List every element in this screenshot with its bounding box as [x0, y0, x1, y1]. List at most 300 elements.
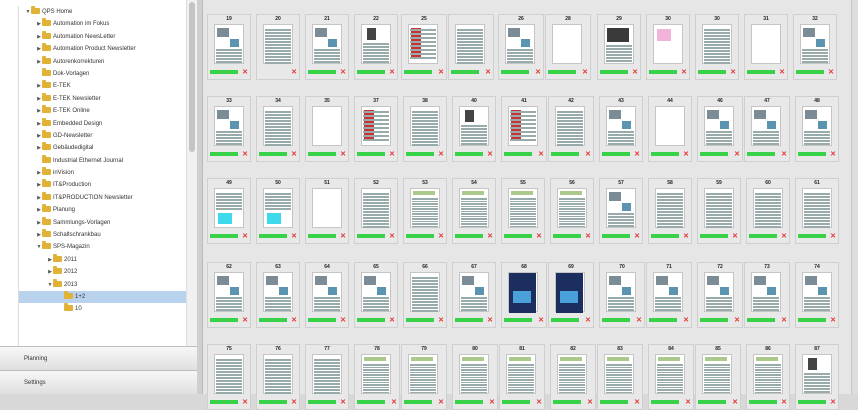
- page-preview[interactable]: [751, 24, 781, 64]
- page-spread[interactable]: [305, 14, 351, 80]
- page-spread[interactable]: [501, 262, 591, 328]
- page-preview[interactable]: [508, 272, 538, 312]
- reject-x-icon[interactable]: ✕: [634, 233, 640, 240]
- approved-status-bar[interactable]: [406, 234, 434, 238]
- reject-x-icon[interactable]: ✕: [242, 399, 248, 406]
- splitter-handle[interactable]: [197, 0, 203, 394]
- reject-x-icon[interactable]: ✕: [438, 69, 444, 76]
- page-preview[interactable]: [751, 272, 781, 312]
- page-preview[interactable]: [508, 106, 538, 146]
- approved-status-bar[interactable]: [553, 400, 581, 404]
- reject-x-icon[interactable]: ✕: [732, 399, 738, 406]
- page-spread[interactable]: [744, 14, 790, 80]
- tree-item[interactable]: [19, 93, 186, 105]
- page-spread[interactable]: [256, 96, 302, 162]
- approved-status-bar[interactable]: [210, 152, 238, 156]
- reject-x-icon[interactable]: ✕: [683, 317, 689, 324]
- collapsed-arrow-icon[interactable]: ▶: [37, 108, 41, 115]
- page-thumbnail[interactable]: [599, 262, 645, 328]
- page-preview[interactable]: [361, 188, 391, 228]
- page-preview[interactable]: [459, 106, 489, 146]
- page-spread[interactable]: [207, 262, 253, 328]
- page-preview[interactable]: [263, 106, 293, 146]
- page-preview[interactable]: [751, 106, 781, 146]
- approved-status-bar[interactable]: [749, 234, 777, 238]
- approved-status-bar[interactable]: [747, 152, 775, 156]
- page-spread[interactable]: [695, 14, 741, 80]
- page-preview[interactable]: [655, 188, 685, 228]
- reject-x-icon[interactable]: ✕: [536, 399, 542, 406]
- approved-status-bar[interactable]: [600, 70, 628, 74]
- page-thumbnail[interactable]: [795, 96, 839, 162]
- page-spread[interactable]: [207, 344, 253, 410]
- page-preview[interactable]: [557, 188, 587, 228]
- page-thumbnail[interactable]: [305, 14, 349, 80]
- tree-item[interactable]: [19, 229, 186, 241]
- reject-x-icon[interactable]: ✕: [391, 399, 397, 406]
- planning-section-header[interactable]: [0, 346, 197, 370]
- page-preview[interactable]: [604, 354, 634, 394]
- page-preview[interactable]: [802, 272, 832, 312]
- tree-item[interactable]: [19, 105, 186, 117]
- reject-x-icon[interactable]: ✕: [830, 317, 836, 324]
- page-spread[interactable]: [256, 344, 302, 410]
- reject-x-icon[interactable]: ✕: [632, 69, 638, 76]
- collapsed-arrow-icon[interactable]: ▶: [37, 232, 41, 239]
- reject-x-icon[interactable]: ✕: [489, 399, 495, 406]
- reject-x-icon[interactable]: ✕: [291, 69, 297, 76]
- collapsed-arrow-icon[interactable]: ▶: [37, 145, 41, 152]
- page-preview[interactable]: [361, 24, 391, 64]
- page-thumbnail[interactable]: [305, 178, 349, 244]
- page-thumbnail[interactable]: [403, 96, 447, 162]
- page-thumbnail[interactable]: [256, 96, 300, 162]
- page-spread[interactable]: [207, 14, 253, 80]
- page-thumbnail[interactable]: [256, 262, 300, 328]
- approved-status-bar[interactable]: [210, 400, 238, 404]
- page-spread[interactable]: [697, 96, 787, 162]
- approved-status-bar[interactable]: [551, 318, 579, 322]
- page-thumbnail[interactable]: [646, 262, 692, 328]
- page-spread[interactable]: [795, 178, 841, 244]
- approved-status-bar[interactable]: [798, 400, 826, 404]
- page-spread[interactable]: [256, 14, 302, 80]
- reject-x-icon[interactable]: ✕: [438, 399, 444, 406]
- collapsed-arrow-icon[interactable]: ▶: [48, 256, 52, 263]
- reject-x-icon[interactable]: ✕: [828, 69, 834, 76]
- approved-status-bar[interactable]: [210, 234, 238, 238]
- reject-x-icon[interactable]: ✕: [389, 317, 395, 324]
- page-spread[interactable]: [403, 262, 449, 328]
- collapsed-arrow-icon[interactable]: ▶: [37, 33, 41, 40]
- page-thumbnail[interactable]: [646, 14, 690, 80]
- page-preview[interactable]: [555, 272, 585, 312]
- expanded-arrow-icon[interactable]: ▼: [36, 244, 42, 251]
- page-spread[interactable]: [256, 262, 302, 328]
- settings-section-header[interactable]: [0, 370, 197, 394]
- reject-x-icon[interactable]: ✕: [587, 399, 593, 406]
- approved-status-bar[interactable]: [504, 234, 532, 238]
- approved-status-bar[interactable]: [501, 70, 529, 74]
- reject-x-icon[interactable]: ✕: [582, 69, 588, 76]
- page-thumbnail[interactable]: [550, 178, 594, 244]
- approved-status-bar[interactable]: [455, 234, 483, 238]
- page-preview[interactable]: [702, 24, 732, 64]
- page-preview[interactable]: [263, 24, 293, 64]
- reject-x-icon[interactable]: ✕: [242, 233, 248, 240]
- page-thumbnail[interactable]: [695, 344, 741, 410]
- page-preview[interactable]: [557, 354, 587, 394]
- page-thumbnail[interactable]: [599, 96, 643, 162]
- page-thumbnail[interactable]: [744, 262, 790, 328]
- page-thumbnail[interactable]: [452, 344, 498, 410]
- page-thumbnail[interactable]: [648, 96, 692, 162]
- page-spread[interactable]: [793, 14, 839, 80]
- tree-item[interactable]: [19, 254, 186, 266]
- reject-x-icon[interactable]: ✕: [340, 233, 346, 240]
- page-thumbnail[interactable]: [795, 178, 839, 244]
- page-preview[interactable]: [606, 188, 636, 228]
- page-preview[interactable]: [312, 354, 342, 394]
- page-preview[interactable]: [263, 272, 293, 312]
- page-spread[interactable]: [795, 96, 841, 162]
- page-preview[interactable]: [361, 272, 391, 312]
- page-thumbnail[interactable]: [746, 344, 790, 410]
- page-spread[interactable]: [305, 344, 351, 410]
- approved-status-bar[interactable]: [259, 234, 287, 238]
- page-thumbnail[interactable]: [498, 14, 544, 80]
- approved-status-bar[interactable]: [308, 318, 336, 322]
- page-spread[interactable]: [354, 344, 444, 410]
- approved-status-bar[interactable]: [798, 318, 826, 322]
- page-preview[interactable]: [312, 188, 342, 228]
- approved-status-bar[interactable]: [308, 70, 336, 74]
- page-preview[interactable]: [702, 354, 732, 394]
- page-preview[interactable]: [361, 354, 391, 394]
- tree-item[interactable]: [19, 130, 186, 142]
- page-preview[interactable]: [604, 24, 634, 64]
- page-thumbnail[interactable]: [793, 14, 837, 80]
- page-preview[interactable]: [552, 24, 582, 64]
- page-preview[interactable]: [802, 106, 832, 146]
- page-spread[interactable]: [498, 14, 588, 80]
- page-thumbnail[interactable]: [501, 178, 545, 244]
- approved-status-bar[interactable]: [357, 234, 385, 238]
- approved-status-bar[interactable]: [798, 234, 826, 238]
- page-spread[interactable]: [305, 178, 351, 244]
- reject-x-icon[interactable]: ✕: [730, 69, 736, 76]
- page-preview[interactable]: [410, 188, 440, 228]
- approved-status-bar[interactable]: [649, 318, 677, 322]
- reject-x-icon[interactable]: ✕: [830, 399, 836, 406]
- approved-status-bar[interactable]: [406, 152, 434, 156]
- reject-x-icon[interactable]: ✕: [487, 317, 493, 324]
- page-spread[interactable]: [207, 96, 253, 162]
- reject-x-icon[interactable]: ✕: [683, 151, 689, 158]
- approved-status-bar[interactable]: [357, 70, 385, 74]
- page-preview[interactable]: [606, 272, 636, 312]
- approved-status-bar[interactable]: [308, 234, 336, 238]
- collapsed-arrow-icon[interactable]: ▶: [37, 58, 41, 65]
- approved-status-bar[interactable]: [210, 70, 238, 74]
- page-preview[interactable]: [704, 106, 734, 146]
- page-preview[interactable]: [506, 354, 536, 394]
- approved-status-bar[interactable]: [749, 400, 777, 404]
- approved-status-bar[interactable]: [308, 400, 336, 404]
- tree-item[interactable]: [19, 217, 186, 229]
- approved-status-bar[interactable]: [504, 152, 532, 156]
- page-spread[interactable]: [746, 178, 792, 244]
- page-thumbnail[interactable]: [256, 344, 300, 410]
- page-thumbnail[interactable]: [746, 178, 790, 244]
- page-thumbnail[interactable]: [207, 14, 251, 80]
- page-spread[interactable]: [256, 178, 302, 244]
- page-thumbnail[interactable]: [403, 262, 447, 328]
- page-spread[interactable]: [697, 178, 743, 244]
- reject-x-icon[interactable]: ✕: [732, 233, 738, 240]
- page-spread[interactable]: [452, 178, 498, 244]
- page-spread[interactable]: [648, 96, 694, 162]
- reject-x-icon[interactable]: ✕: [389, 233, 395, 240]
- page-spread[interactable]: [795, 344, 841, 410]
- reject-x-icon[interactable]: ✕: [781, 399, 787, 406]
- page-preview[interactable]: [455, 24, 485, 64]
- page-preview[interactable]: [655, 354, 685, 394]
- page-spread[interactable]: [403, 178, 449, 244]
- page-preview[interactable]: [753, 354, 783, 394]
- tree-item[interactable]: [19, 279, 186, 291]
- page-thumbnail[interactable]: [305, 344, 349, 410]
- reject-x-icon[interactable]: ✕: [389, 151, 395, 158]
- approved-status-bar[interactable]: [698, 70, 726, 74]
- page-preview[interactable]: [753, 188, 783, 228]
- page-thumbnail[interactable]: [744, 96, 790, 162]
- page-spread[interactable]: [697, 262, 787, 328]
- page-spread[interactable]: [597, 14, 643, 80]
- page-preview[interactable]: [653, 24, 683, 64]
- page-spread[interactable]: [550, 344, 640, 410]
- page-spread[interactable]: [599, 178, 645, 244]
- page-thumbnail[interactable]: [499, 344, 545, 410]
- page-thumbnail[interactable]: [401, 344, 447, 410]
- collapsed-arrow-icon[interactable]: ▶: [37, 219, 41, 226]
- page-spread[interactable]: [354, 96, 400, 162]
- page-preview[interactable]: [214, 188, 244, 228]
- approved-status-bar[interactable]: [357, 400, 385, 404]
- reject-x-icon[interactable]: ✕: [585, 233, 591, 240]
- page-preview[interactable]: [312, 24, 342, 64]
- approved-status-bar[interactable]: [651, 152, 679, 156]
- page-spread[interactable]: [550, 178, 596, 244]
- reject-x-icon[interactable]: ✕: [636, 317, 642, 324]
- tree-item[interactable]: [19, 241, 186, 253]
- collapsed-arrow-icon[interactable]: ▶: [37, 170, 41, 177]
- reject-x-icon[interactable]: ✕: [538, 317, 544, 324]
- page-thumbnail[interactable]: [354, 14, 398, 80]
- approved-status-bar[interactable]: [651, 400, 679, 404]
- page-preview[interactable]: [555, 106, 585, 146]
- approved-status-bar[interactable]: [502, 400, 530, 404]
- page-spread[interactable]: [452, 344, 542, 410]
- page-spread[interactable]: [354, 178, 400, 244]
- page-preview[interactable]: [410, 272, 440, 312]
- page-thumbnail[interactable]: [256, 178, 300, 244]
- page-thumbnail[interactable]: [697, 178, 741, 244]
- reject-x-icon[interactable]: ✕: [585, 317, 591, 324]
- reject-x-icon[interactable]: ✕: [487, 233, 493, 240]
- page-preview[interactable]: [408, 354, 438, 394]
- page-preview[interactable]: [606, 106, 636, 146]
- page-spread[interactable]: [403, 96, 449, 162]
- approved-status-bar[interactable]: [553, 234, 581, 238]
- approved-status-bar[interactable]: [404, 70, 432, 74]
- page-spread[interactable]: [646, 14, 692, 80]
- collapsed-arrow-icon[interactable]: ▶: [37, 21, 41, 28]
- page-thumbnail[interactable]: [599, 178, 643, 244]
- reject-x-icon[interactable]: ✕: [585, 151, 591, 158]
- page-preview[interactable]: [653, 272, 683, 312]
- reject-x-icon[interactable]: ✕: [242, 317, 248, 324]
- approved-status-bar[interactable]: [504, 318, 532, 322]
- approved-status-bar[interactable]: [357, 318, 385, 322]
- reject-x-icon[interactable]: ✕: [734, 317, 740, 324]
- page-spread[interactable]: [501, 96, 591, 162]
- reject-x-icon[interactable]: ✕: [538, 151, 544, 158]
- approved-status-bar[interactable]: [602, 318, 630, 322]
- page-thumbnail[interactable]: [545, 14, 591, 80]
- page-thumbnail[interactable]: [207, 344, 251, 410]
- tree-scrollbar-thumb[interactable]: [189, 2, 195, 152]
- approved-status-bar[interactable]: [548, 70, 576, 74]
- reject-x-icon[interactable]: ✕: [291, 317, 297, 324]
- page-spread[interactable]: [305, 96, 351, 162]
- page-spread[interactable]: [401, 14, 491, 80]
- collapsed-arrow-icon[interactable]: ▶: [37, 132, 41, 139]
- approved-status-bar[interactable]: [747, 70, 775, 74]
- reject-x-icon[interactable]: ✕: [438, 317, 444, 324]
- collapsed-arrow-icon[interactable]: ▶: [37, 95, 41, 102]
- reject-x-icon[interactable]: ✕: [438, 151, 444, 158]
- page-thumbnail[interactable]: [452, 262, 496, 328]
- page-thumbnail[interactable]: [305, 96, 349, 162]
- expanded-arrow-icon[interactable]: ▼: [47, 281, 53, 288]
- approved-status-bar[interactable]: [649, 70, 677, 74]
- tree-item[interactable]: [19, 31, 186, 43]
- page-thumbnail[interactable]: [648, 178, 692, 244]
- collapsed-arrow-icon[interactable]: ▶: [37, 194, 41, 201]
- page-thumbnail[interactable]: [452, 178, 496, 244]
- approved-status-bar[interactable]: [602, 152, 630, 156]
- reject-x-icon[interactable]: ✕: [340, 399, 346, 406]
- page-thumbnail[interactable]: [501, 96, 547, 162]
- approved-status-bar[interactable]: [455, 152, 483, 156]
- approved-status-bar[interactable]: [357, 152, 385, 156]
- page-preview[interactable]: [214, 24, 244, 64]
- tree-item[interactable]: [19, 118, 186, 130]
- page-preview[interactable]: [263, 188, 293, 228]
- page-spread[interactable]: [354, 14, 400, 80]
- page-preview[interactable]: [802, 354, 832, 394]
- page-thumbnail[interactable]: [207, 262, 251, 328]
- reject-x-icon[interactable]: ✕: [291, 399, 297, 406]
- tree-item[interactable]: [19, 142, 186, 154]
- reject-x-icon[interactable]: ✕: [485, 69, 491, 76]
- reject-x-icon[interactable]: ✕: [536, 233, 542, 240]
- approved-status-bar[interactable]: [210, 318, 238, 322]
- tree-item[interactable]: [19, 266, 186, 278]
- page-thumbnail[interactable]: [550, 344, 596, 410]
- reject-x-icon[interactable]: ✕: [779, 69, 785, 76]
- approved-status-bar[interactable]: [259, 400, 287, 404]
- page-preview[interactable]: [704, 272, 734, 312]
- page-spread[interactable]: [648, 178, 694, 244]
- page-thumbnail[interactable]: [354, 96, 398, 162]
- approved-status-bar[interactable]: [700, 318, 728, 322]
- page-preview[interactable]: [459, 272, 489, 312]
- approved-status-bar[interactable]: [404, 400, 432, 404]
- reject-x-icon[interactable]: ✕: [781, 233, 787, 240]
- tree-item[interactable]: [19, 291, 186, 303]
- reject-x-icon[interactable]: ✕: [830, 151, 836, 158]
- page-thumbnail[interactable]: [305, 262, 349, 328]
- approved-status-bar[interactable]: [451, 70, 479, 74]
- page-preview[interactable]: [214, 272, 244, 312]
- approved-status-bar[interactable]: [796, 70, 824, 74]
- collapsed-arrow-icon[interactable]: ▶: [48, 269, 52, 276]
- page-preview[interactable]: [655, 106, 685, 146]
- approved-status-bar[interactable]: [602, 234, 630, 238]
- page-preview[interactable]: [704, 188, 734, 228]
- reject-x-icon[interactable]: ✕: [685, 399, 691, 406]
- page-thumbnail[interactable]: [695, 14, 739, 80]
- page-preview[interactable]: [410, 106, 440, 146]
- tree-item[interactable]: [19, 192, 186, 204]
- page-preview[interactable]: [312, 272, 342, 312]
- page-preview[interactable]: [263, 354, 293, 394]
- page-thumbnail[interactable]: [795, 344, 839, 410]
- page-thumbnail[interactable]: [401, 14, 447, 80]
- page-spread[interactable]: [305, 262, 351, 328]
- page-spread[interactable]: [795, 262, 841, 328]
- page-spread[interactable]: [599, 96, 645, 162]
- tree-item[interactable]: [19, 56, 186, 68]
- page-spread[interactable]: [452, 262, 498, 328]
- page-spread[interactable]: [599, 262, 689, 328]
- tree-item[interactable]: [19, 179, 186, 191]
- tree-item[interactable]: [19, 80, 186, 92]
- page-thumbnail[interactable]: [452, 96, 496, 162]
- page-preview[interactable]: [459, 188, 489, 228]
- page-spread[interactable]: [746, 344, 792, 410]
- approved-status-bar[interactable]: [700, 152, 728, 156]
- reject-x-icon[interactable]: ✕: [683, 233, 689, 240]
- page-spread[interactable]: [354, 262, 400, 328]
- reject-x-icon[interactable]: ✕: [340, 317, 346, 324]
- approved-status-bar[interactable]: [700, 234, 728, 238]
- approved-status-bar[interactable]: [455, 400, 483, 404]
- reject-x-icon[interactable]: ✕: [535, 69, 541, 76]
- reject-x-icon[interactable]: ✕: [634, 151, 640, 158]
- reject-x-icon[interactable]: ✕: [291, 233, 297, 240]
- reject-x-icon[interactable]: ✕: [438, 233, 444, 240]
- page-thumbnail[interactable]: [354, 344, 400, 410]
- grid-scrollbar[interactable]: [851, 0, 858, 394]
- page-thumbnail[interactable]: [548, 96, 594, 162]
- page-preview[interactable]: [802, 188, 832, 228]
- page-preview[interactable]: [800, 24, 830, 64]
- collapsed-arrow-icon[interactable]: ▶: [37, 46, 41, 53]
- reject-x-icon[interactable]: ✕: [291, 151, 297, 158]
